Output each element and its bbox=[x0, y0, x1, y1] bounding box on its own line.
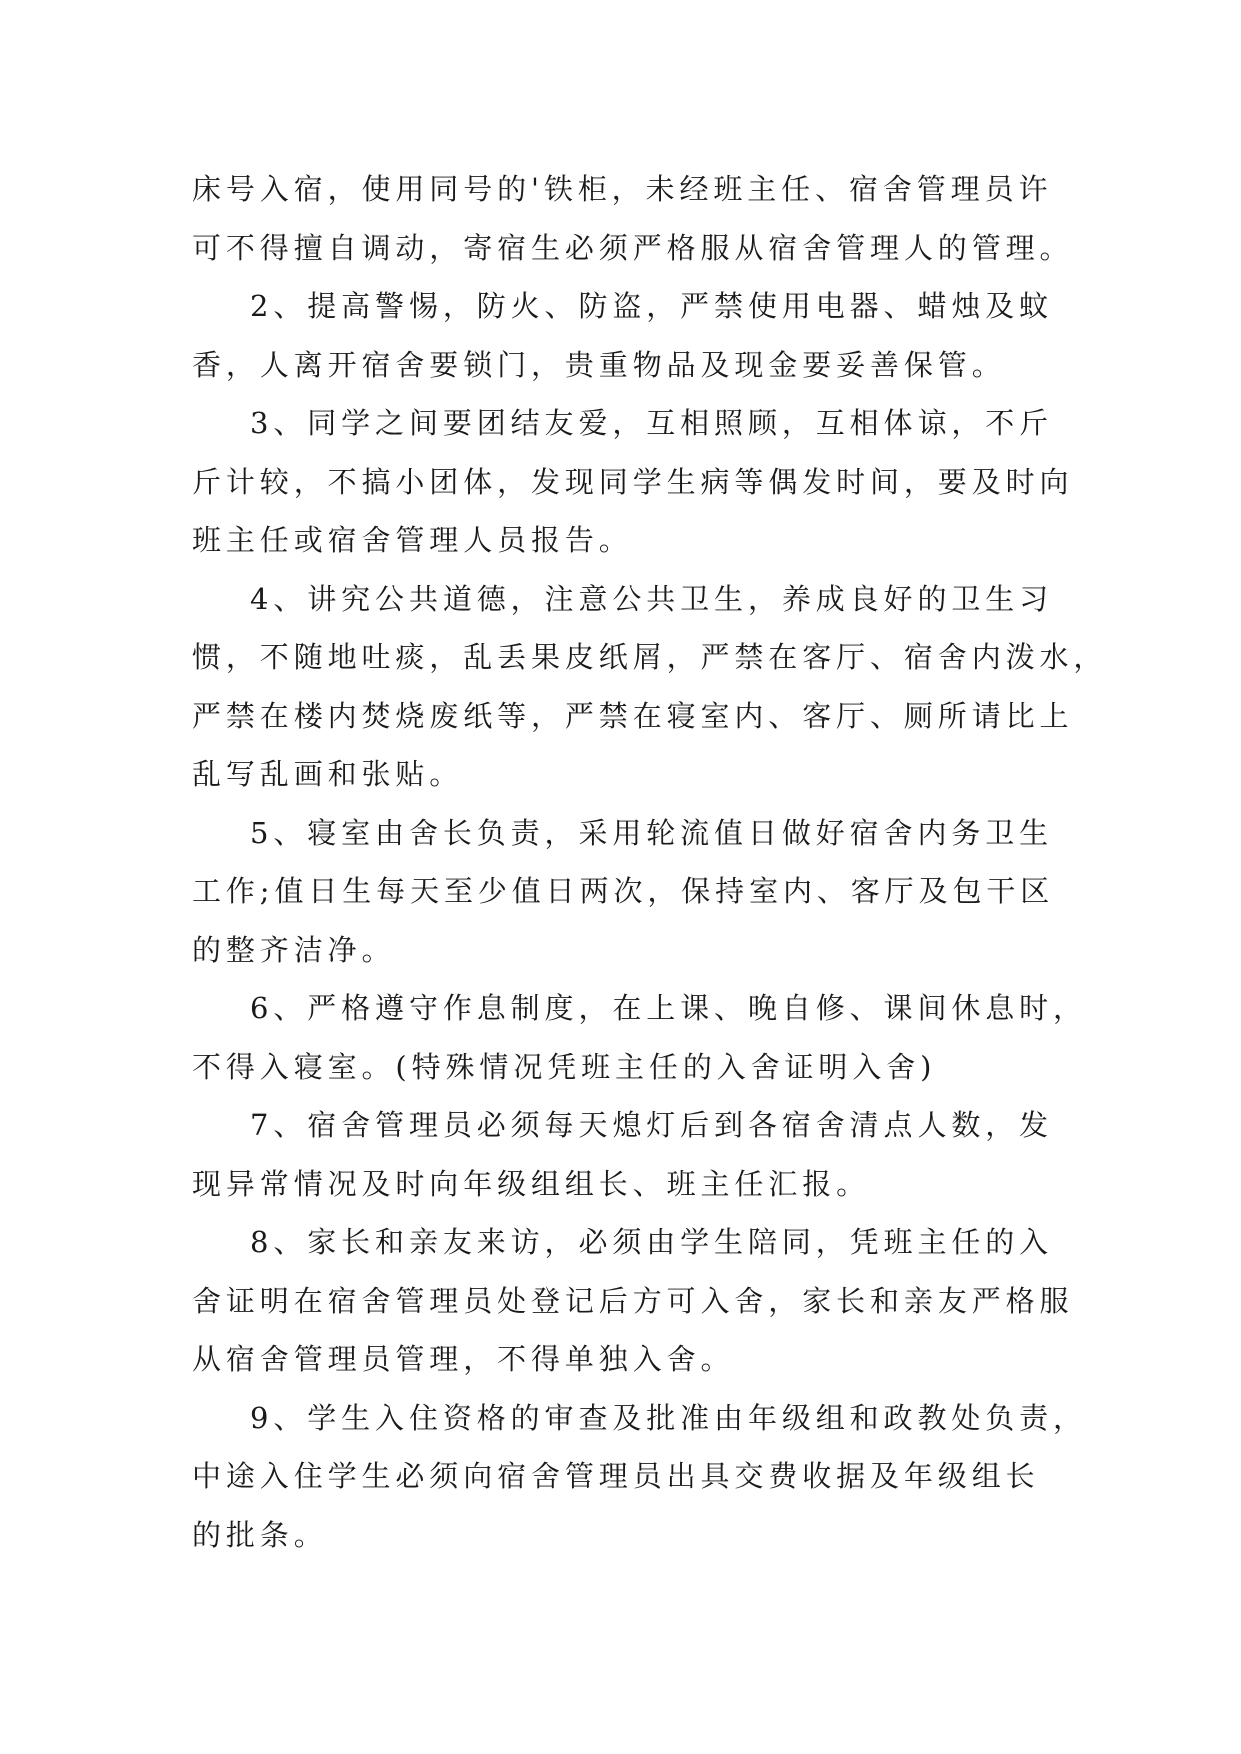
paragraph-rule-3 bbox=[192, 394, 1072, 570]
text-line: 可不得擅自调动，寄宿生必须严格服从宿舍管理人的管理。 bbox=[192, 230, 1074, 265]
text-line: 8、家长和亲友来访，必须由学生陪同，凭班主任的入 bbox=[250, 1225, 1054, 1259]
text-line: 严禁在楼内焚烧废纸等，严禁在寝室内、客厅、厕所请比上 bbox=[192, 698, 1074, 733]
paragraph-rule-9 bbox=[192, 1389, 1087, 1565]
text-line: 的整齐洁净。 bbox=[192, 932, 396, 967]
text-line: 3、同学之间要团结友爱，互相照顾，互相体谅，不斤 bbox=[250, 406, 1054, 440]
paragraph-rule-8 bbox=[192, 1213, 1072, 1389]
text-line: 4、讲究公共道德，注意公共卫生，养成良好的卫生习 bbox=[250, 581, 1054, 616]
text-line: 工作;值日生每天至少值日两次，保持室内、客厅及包干区 bbox=[192, 874, 1055, 908]
text-line: 舍证明在宿舍管理员处登记后方可入舍，家长和亲友严格服 bbox=[192, 1283, 1074, 1318]
paragraph-rule-4 bbox=[192, 570, 1108, 804]
text-line: 的批条。 bbox=[192, 1517, 328, 1552]
paragraph-rule-2 bbox=[192, 277, 1072, 394]
text-line: 现异常情况及时向年级组组长、班主任汇报。 bbox=[192, 1166, 871, 1201]
text-line: 惯，不随地吐痰，乱丢果皮纸屑，严禁在客厅、宿舍内泼水， bbox=[192, 640, 1108, 674]
text-line: 香，人离开宿舍要锁门，贵重物品及现金要妥善保管。 bbox=[192, 347, 1006, 382]
text-line: 中途入住学生必须向宿舍管理员出具交费收据及年级组长 bbox=[192, 1459, 1040, 1493]
text-line: 床号入宿，使用同号的'铁柜，未经班主任、宿舍管理员许 bbox=[192, 172, 1053, 206]
paragraph-rule-6 bbox=[192, 979, 1087, 1096]
text-line: 5、寝室由舍长负责，采用轮流值日做好宿舍内务卫生 bbox=[250, 815, 1054, 850]
paragraph-continued bbox=[192, 160, 1072, 277]
paragraph-rule-5 bbox=[192, 804, 1072, 980]
paragraph-rule-7 bbox=[192, 1096, 1072, 1213]
text-line: 9、学生入住资格的审查及批准由年级组和政教处负责， bbox=[250, 1400, 1087, 1435]
text-line: 从宿舍管理员管理，不得单独入舍。 bbox=[192, 1342, 735, 1376]
text-line: 斤计较，不搞小团体，发现同学生病等偶发时间，要及时向 bbox=[192, 464, 1074, 499]
text-line: 乱写乱画和张贴。 bbox=[192, 757, 464, 791]
text-line: 不得入寝室。(特殊情况凭班主任的入舍证明入舍) bbox=[192, 1049, 937, 1084]
text-line: 6、严格遵守作息制度，在上课、晚自修、课间休息时， bbox=[250, 991, 1087, 1025]
text-line: 班主任或宿舍管理人员报告。 bbox=[192, 523, 633, 557]
text-line: 2、提高警惕，防火、防盗，严禁使用电器、蜡烛及蚊 bbox=[250, 289, 1054, 323]
text-line: 7、宿舍管理员必须每天熄灯后到各宿舍清点人数，发 bbox=[250, 1108, 1054, 1142]
document-body bbox=[192, 160, 1108, 1564]
